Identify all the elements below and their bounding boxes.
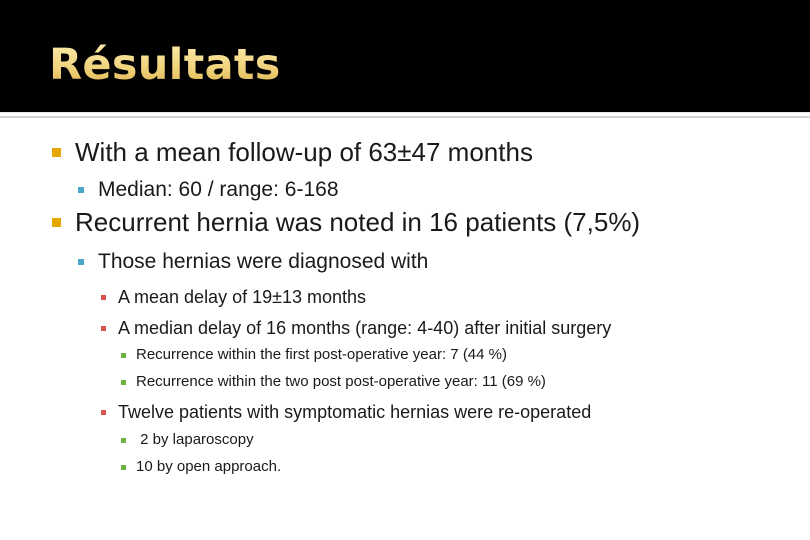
- bullet-text: A mean delay of 19±13 months: [118, 287, 367, 307]
- bullet-item: [75, 136, 533, 168]
- square-bullet-icon: [101, 326, 106, 331]
- level4-bullet-item: [136, 372, 546, 392]
- sub-bullet-item: [98, 176, 339, 204]
- square-bullet-icon: [121, 353, 126, 358]
- sub-bullet-item: [98, 248, 428, 276]
- bullet-text: 10 by open approach.: [136, 458, 282, 475]
- sub-sub-bullet-item: [118, 400, 591, 424]
- sub-sub-bullet-item: [118, 285, 366, 309]
- bullet-text: With a mean follow-up of 63±47 months: [75, 137, 533, 167]
- bullet-item: [75, 206, 640, 238]
- bullet-text: Recurrent hernia was noted in 16 patients (7,5%): [75, 207, 641, 237]
- bullet-text: Median: 60 / range: 6-168: [98, 178, 339, 201]
- level4-bullet-item: [136, 457, 281, 477]
- slide-title: Résultats: [49, 36, 281, 94]
- square-bullet-icon: [78, 187, 84, 193]
- square-bullet-icon: [52, 218, 61, 227]
- level4-bullet-item: [136, 430, 254, 450]
- square-bullet-icon: [121, 438, 126, 443]
- square-bullet-icon: [121, 465, 126, 470]
- bullet-text: Recurrence within the first post-operative year: 7 (44 %): [136, 346, 507, 363]
- square-bullet-icon: [78, 259, 84, 265]
- square-bullet-icon: [121, 380, 126, 385]
- bullet-text: A median delay of 16 months (range: 4-40) after initial surgery: [118, 318, 612, 338]
- sub-sub-bullet-item: [118, 316, 611, 340]
- square-bullet-icon: [101, 295, 106, 300]
- bullet-text: Twelve patients with symptomatic hernias were re-operated: [118, 402, 592, 422]
- level4-bullet-item: [136, 345, 507, 365]
- bullet-text: Those hernias were diagnosed with: [98, 250, 429, 273]
- square-bullet-icon: [101, 410, 106, 415]
- bullet-text: 2 by laparoscopy: [136, 431, 254, 448]
- square-bullet-icon: [52, 148, 61, 157]
- bullet-text: Recurrence within the two post post-operative year: 11 (69 %): [136, 373, 546, 390]
